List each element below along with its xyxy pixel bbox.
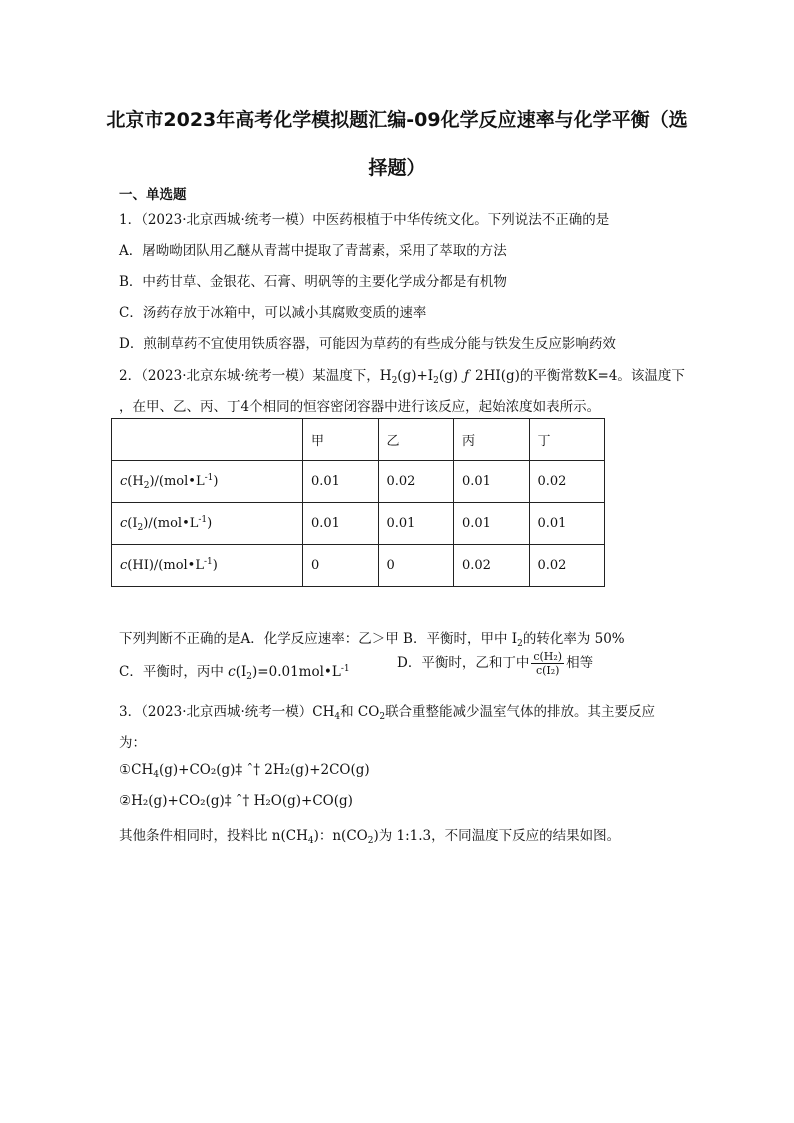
table-cell: 0.01 xyxy=(378,503,454,545)
table-cell: 0.02 xyxy=(529,545,605,587)
q3-reaction-1: $①CH_4(g)+CO_2(g)\ddagger$ ˆ† 2H₂(g)+2CO(g) xyxy=(119,762,370,780)
q1-stem: 1．（2023·北京西城·统考一模）中医药根植于中华传统文化。下列说法不正确的是 xyxy=(119,212,610,228)
table-header-cell xyxy=(112,419,303,461)
q3-stem: 3．（2023·北京西城·统考一模）$CH_4$和 $CO_2$联合重整能减少温室气体的排放。其主要反应 xyxy=(119,704,656,722)
q2-stem: 2．（2023·北京东城·统考一模）某温度下，$H_2(g)+I_2(g)$ ƒ 2HI(g)的平衡常数K=4。该温度下 xyxy=(119,368,685,386)
q1-option-c: C．汤药存放于冰箱中，可以减小其腐败变质的速率 xyxy=(119,305,427,321)
concentration-table xyxy=(111,418,605,587)
row-label: $c(H_2)/(mol•L^{-1})$ xyxy=(112,461,303,503)
table-cell: 0.01 xyxy=(454,461,530,503)
table-header-row xyxy=(112,419,605,461)
table-cell: 0 xyxy=(303,545,379,587)
q1-option-b: B．中药甘草、金银花、石膏、明矾等的主要化学成分都是有机物 xyxy=(119,274,507,290)
page-title: 北京市2023年高考化学模拟题汇编-09化学反应速率与化学平衡（选择题） xyxy=(106,109,688,179)
q2-option-c: C．平衡时，丙中 $c(I_2)=0.01mol•L^{-1}$ xyxy=(119,664,350,682)
table-cell: 0.02 xyxy=(378,461,454,503)
q1-option-d: D．煎制草药不宜使用铁质容器，可能因为草药的有些成分能与铁发生反应影响药效 xyxy=(119,336,616,352)
table-header-cell: 乙 xyxy=(378,419,454,461)
table-cell: 0.01 xyxy=(529,503,605,545)
table-header-cell: 甲 xyxy=(303,419,379,461)
equilibrium-symbol: ƒ xyxy=(464,368,470,384)
table-row xyxy=(112,503,605,545)
q1-option-a: A．屠呦呦团队用乙醚从青蒿中提取了青蒿素，采用了萃取的方法 xyxy=(119,243,507,259)
table-cell: 0.01 xyxy=(303,461,379,503)
table-row xyxy=(112,461,605,503)
table-cell: 0 xyxy=(378,545,454,587)
table-cell: 0.02 xyxy=(529,461,605,503)
table-header-cell: 丙 xyxy=(454,419,530,461)
table-cell: 0.01 xyxy=(454,503,530,545)
concentration-ratio-fraction: $\frac{\text{c(H₂)}}{\text{c(I₂)}}$ xyxy=(533,650,563,677)
q3-stem-line2: 为： xyxy=(119,735,146,751)
q2-judgement-line: 下列判断不正确的是A．化学反应速率：乙＞甲 B．平衡时，甲中 $I_2$的转化率为 50% xyxy=(119,631,625,649)
row-label: $c(HI)/(mol•L^{-1})$ xyxy=(112,545,303,587)
q2-option-d: D．平衡时，乙和丁中 $\frac{\text{c(H₂)}}{\text{c(I₂)}}$ 相等 xyxy=(397,650,594,677)
row-label: $c(I_2)/(mol•L^{-1})$ xyxy=(112,503,303,545)
q3-reaction-2: ②H₂(g)+CO₂(g)‡ ˆ† H₂O(g)+CO(g) xyxy=(119,793,353,809)
table-header-cell: 丁 xyxy=(529,419,605,461)
table-cell: 0.01 xyxy=(303,503,379,545)
section-heading: 一、单选题 xyxy=(119,187,187,203)
q2-stem-line2: ，在甲、乙、丙、丁4个相同的恒容密闭容器中进行该反应，起始浓度如表所示。 xyxy=(119,399,601,415)
table-row xyxy=(112,545,605,587)
q3-feed-ratio-line: 其他条件相同时，投料比 $n(CH_4)$：$n(CO_2)$为 1:1.3，不同温度下反应的结果如图。 xyxy=(119,828,621,846)
table-cell: 0.02 xyxy=(454,545,530,587)
